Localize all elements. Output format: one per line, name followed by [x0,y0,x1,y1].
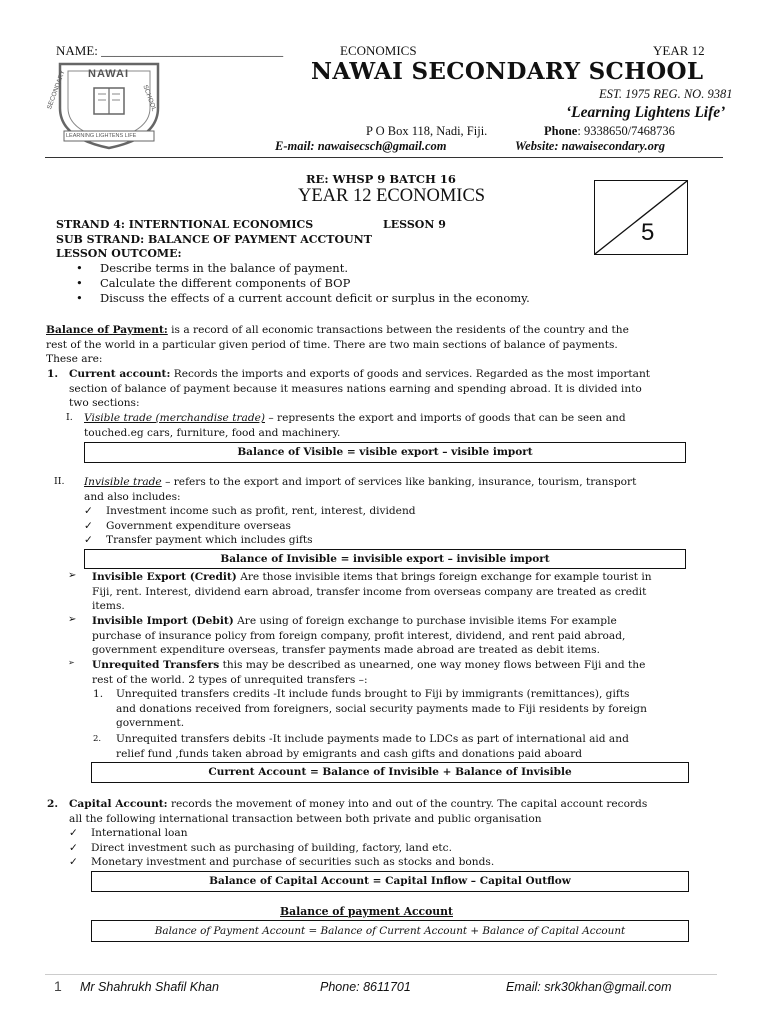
school-website[interactable]: Website: nawaisecondary.org [515,139,665,153]
invisible-import-term: Invisible Import (Debit) [92,615,234,627]
current-account-number: 1. [47,368,59,380]
checkmark-icon: ✓ [84,519,93,532]
visible-balance-formula: Balance of Visible = visible export – visible import [84,442,686,463]
invisible-export-line-3: items. [92,600,125,613]
visible-trade-number: I. [66,412,73,423]
header-divider [45,157,723,158]
page-title: YEAR 12 ECONOMICS [298,186,486,206]
bop-account-heading: Balance of payment Account [280,905,453,918]
unrequited-debits-number: 2. [93,734,102,744]
list-item: • Calculate the different components of BOP [76,276,351,290]
page-number: 1 [54,978,62,994]
checkmark-icon: ✓ [69,856,78,869]
invisible-balance-formula: Balance of Invisible = invisible export – invisible import [84,549,686,569]
invisible-export-line-2: Fiji, rent. Interest, dividend earn abroad, transfer income from overseas company are treated as credit [92,585,647,598]
author-email[interactable]: Email: srk30khan@gmail.com [506,980,672,994]
school-email[interactable]: E-mail: nawaisecsch@gmail.com [275,139,447,153]
author-name: Mr Shahrukh Shafil Khan [80,980,219,994]
strand-label: STRAND 4: INTERNTIONAL ECONOMICS [56,218,314,231]
bop-definition-line-1: Balance of Payment: is a record of all economic transactions between the residents of the country and the [46,324,629,336]
list-item: ✓ Monetary investment and purchase of securities such as stocks and bonds. [69,856,495,869]
visible-trade-line-2: touched.eg cars, furniture, food and machinery. [84,426,341,439]
marks-number: 5 [641,219,655,246]
arrow-bullet-icon: ➢ [68,658,75,667]
list-item: • Describe terms in the balance of payment. [76,261,348,275]
capital-account-term: Capital Account: [69,798,168,810]
lesson-label: LESSON 9 [383,218,446,231]
list-item: ✓ Transfer payment which includes gifts [84,534,313,547]
invisible-import-line-2: purchase of insurance policy from foreign company, profit interest, dividend, and rent paid abroad, [92,629,626,642]
invisible-export-term: Invisible Export (Credit) [92,571,237,583]
logo-banner-text: LEARNING LIGHTENS LIFE [66,133,137,139]
capital-account-line-2: all the following international transaction between both private and public organisation [69,812,542,825]
unrequited-debits-line-1: Unrequited transfers debits -It include payments made to LDCs as part of international aid and [116,733,629,745]
logo-right-text: SCHOOL [141,84,158,113]
visible-trade-term: Visible trade (merchandise trade) [84,412,266,424]
school-motto: ‘Learning Lightens Life’ [566,104,726,121]
unrequited-credits-line-2: and donations received from foreigners, social security payments made to Fiji residents by foreign [116,702,647,715]
unrequited-transfers-term: Unrequited Transfers [92,659,220,671]
checkmark-icon: ✓ [69,827,78,839]
logo-top-text: NAWAI [88,68,130,80]
capital-account-number: 2. [47,798,59,810]
unrequited-credits-number: 1. [93,688,104,701]
sub-strand-label: SUB STRAND: BALANCE OF PAYMENT ACCTOUNT [56,233,372,246]
capital-account-line-1: Capital Account: records the movement of money into and out of the country. The capital account records [69,798,648,810]
list-item: ✓ International loan [69,827,188,839]
unrequited-transfers-line-2: rest of the world. 2 types of unrequited transfers –: [92,673,368,686]
invisible-trade-term: Invisible trade [84,476,162,488]
school-name: NAWAI SECONDARY SCHOOL [311,58,704,85]
invisible-import-line-1: Invisible Import (Debit) Are using of foreign exchange to purchase invisible items For example [92,615,617,627]
current-account-line-2: section of balance of payment because it measures nations earning and spending abroad. It is divided into [69,382,642,395]
current-account-formula: Current Account = Balance of Invisible + Balance of Invisible [91,762,689,783]
footer-divider [45,974,717,975]
checkmark-icon: ✓ [84,505,93,517]
phone-info [544,124,675,139]
checkmark-icon: ✓ [84,534,93,547]
checkmark-icon: ✓ [69,841,78,854]
capital-account-formula: Balance of Capital Account = Capital Inflow – Capital Outflow [91,871,689,892]
invisible-trade-line-2: and also includes: [84,490,181,503]
po-box: P O Box 118, Nadi, Fiji. [366,124,488,138]
unrequited-debits-line-2: relief fund ,funds taken abroad by emigrants and cash gifts and donations paid aboard [116,747,583,760]
bullet-icon: • [76,276,83,290]
bop-account-formula: Balance of Payment Account = Balance of Current Account + Balance of Capital Account [91,920,689,942]
unrequited-transfers-line-1: Unrequited Transfers this may be described as unearned, one way money flows between Fiji and the [92,659,646,671]
bop-definition-line-3: These are: [46,353,103,366]
phone-label: Phone [544,124,578,138]
name-field-label: NAME: ____________________________ [56,43,284,58]
invisible-import-line-3: government expenditure overseas, transfer payments made abroad are treated as debit items. [92,644,600,657]
year-label: YEAR 12 [653,43,705,58]
lesson-outcome-label: LESSON OUTCOME: [56,247,182,260]
arrow-bullet-icon: ➢ [68,570,77,581]
current-account-line-1: Current account: Records the imports and exports of goods and services. Regarded as the most important [69,368,651,380]
arrow-bullet-icon: ➢ [68,614,77,625]
unrequited-credits-line-3: government. [116,717,185,730]
current-account-line-3: two sections: [69,397,140,410]
invisible-export-line-1: Invisible Export (Credit) Are those invisible items that brings foreign exchange for example tourist in [92,571,652,583]
list-item: ✓ Investment income such as profit, rent, interest, dividend [84,505,416,517]
list-item: ✓ Direct investment such as purchasing of building, factory, land etc. [69,841,452,854]
visible-trade-line-1: Visible trade (merchandise trade) – represents the export and imports of goods that can be seen and [84,412,626,424]
phone-value: : 9338650/7468736 [577,124,675,138]
logo-left-text: SECONDARY [46,69,67,111]
subject-label: ECONOMICS [340,43,417,58]
unrequited-credits-line-1: Unrequited transfers credits -It include funds brought to Fiji by immigrants (remittances), gifts [116,688,630,701]
re-line: RE: WHSP 9 BATCH 16 [306,172,456,186]
marks-box [594,180,688,255]
list-item: ✓ Government expenditure overseas [84,519,291,532]
current-account-term: Current account: [69,368,171,380]
author-phone: Phone: 8611701 [320,980,411,994]
invisible-trade-line-1: Invisible trade – refers to the export and import of services like banking, insurance, tourism, transport [84,476,637,488]
invisible-trade-number: II. [54,476,65,487]
establishment-info: EST. 1975 REG. NO. 9381 [599,87,733,101]
outcome-list [76,261,530,306]
bullet-icon: • [76,291,83,305]
bop-definition-line-2: rest of the world in a particular given period of time. There are two main sections of balance of payments. [46,338,618,351]
list-item: • Discuss the effects of a current account deficit or surplus in the economy. [76,291,530,305]
bullet-icon: • [76,261,83,275]
bop-term: Balance of Payment: [46,324,168,336]
